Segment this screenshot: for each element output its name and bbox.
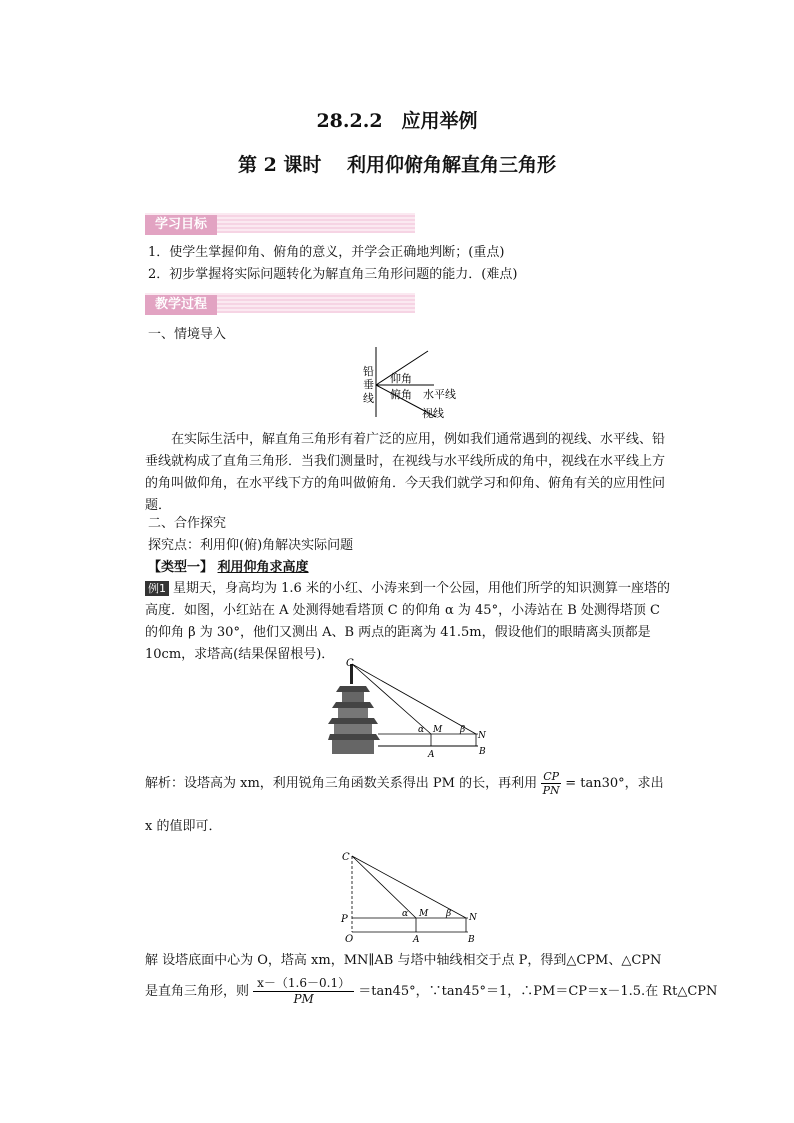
goal-item-2: 2．初步掌握将实际问题转化为解直角三角形问题的能力．(难点) — [148, 267, 518, 282]
process-banner — [145, 293, 415, 313]
fig1-vertical-char-2: 垂 — [363, 378, 374, 391]
analysis-text-pre: 解析：设塔高为 xm，利用锐角三角函数关系得出 PM 的长，再利用 — [145, 776, 538, 791]
pagoda-illustration — [328, 664, 380, 754]
fig1-sight-label: 视线 — [422, 407, 444, 420]
solution-line-1: 解 设塔底面中心为 O，塔高 xm，MN∥AB 与塔中轴线相交于点 P，得到△CPM、△CPN — [145, 953, 662, 968]
fig2-label-a: A — [428, 750, 435, 760]
example-badge: 例1 — [145, 581, 169, 596]
fig3-label-beta: β — [446, 909, 452, 919]
elevation-depression-figure — [356, 345, 476, 420]
intro-paragraph: 在实际生活中，解直角三角形有着广泛的应用，例如我们通常遇到的视线、水平线、铅垂线就构成了直角三角形．当我们测量时，在视线与水平线所成的角中，视线在水平线上方的角叫做仰角，在水平线下方的角叫做俯角．今天我们就学习和仰角、俯角有关的应用性问题． — [145, 432, 666, 513]
solution-text-post: ＝tan45°，∵tan45°＝1，∴PM＝CP＝x－1.5.在 Rt△CPN — [358, 984, 718, 999]
fig3-label-p: P — [341, 914, 348, 925]
fig2-label-m: M — [433, 725, 443, 735]
fig1-horizontal-label: 水平线 — [423, 388, 456, 401]
solution-fraction-denominator: PM — [293, 992, 314, 1006]
goal-item-1: 1．使学生掌握仰角、俯角的意义，并学会正确地判断；(重点) — [148, 245, 505, 260]
analysis-fraction — [541, 770, 561, 797]
fig3-label-m: M — [419, 909, 429, 919]
solution-fraction-numerator: x－（1.6－0.1） — [253, 976, 354, 992]
section-heading-2: 二、合作探究 — [148, 516, 227, 531]
goals-banner-label: 学习目标 — [145, 215, 217, 235]
solution-text-pre: 是直角三角形，则 — [145, 984, 250, 999]
fig1-vertical-char-3: 线 — [363, 392, 374, 405]
analysis-fraction-numerator: CP — [543, 770, 560, 783]
fig1-vertical-char-1: 铅 — [363, 365, 374, 378]
fig3-label-n: N — [469, 913, 477, 923]
fig1-depression-label: 俯角 — [390, 388, 412, 401]
analysis-fraction-denominator: PN — [542, 784, 560, 797]
type-one-bracket: 【类型一】 — [148, 560, 214, 575]
example-1 — [145, 578, 673, 666]
process-banner-label: 教学过程 — [145, 295, 217, 315]
analysis-text-post: = tan30°，求出 — [565, 776, 664, 791]
fig3-label-o: O — [345, 934, 354, 944]
fig1-elevation-label: 仰角 — [390, 372, 412, 385]
fig2-label-alpha: α — [418, 725, 425, 735]
fig3-label-b: B — [468, 935, 475, 944]
type-one-heading — [148, 557, 309, 579]
fig3-label-a: A — [413, 935, 420, 944]
solution-fraction — [253, 976, 354, 1007]
pagoda-figure — [328, 656, 488, 760]
analysis-paragraph — [145, 770, 673, 798]
explore-point: 探究点：利用仰(俯)角解决实际问题 — [148, 538, 354, 553]
fig3-label-alpha: α — [402, 909, 409, 919]
section-heading-1: 一、情境导入 — [148, 327, 227, 342]
goals-banner — [145, 213, 415, 233]
page-title: 28.2.2 应用举例 — [316, 110, 478, 132]
type-one-title: 利用仰角求高度 — [217, 560, 309, 575]
solution-geometry-figure — [336, 848, 486, 944]
fig2-label-beta: β — [460, 725, 466, 735]
fig2-label-c: C — [346, 658, 354, 669]
lesson-subtitle: 第 2 课时 利用仰俯角解直角三角形 — [237, 154, 557, 176]
fig2-label-n: N — [478, 731, 486, 741]
example-text: 星期天，身高均为 1.6 米的小红、小涛来到一个公园，用他们所学的知识测算一座塔的高度．如图，小红站在 A 处测得她看塔顶 C 的仰角 α 为 45°，小涛站在 B 处测得塔顶 C 的仰角 β 为 30°，他们又测出 A、B 两点的距离为 41.5m，假设他们的眼睛离头顶都是 10cm，求塔高(结果保留根号)． — [145, 581, 670, 662]
fig3-label-c: C — [342, 852, 350, 863]
goals-list — [148, 242, 668, 286]
solution-line-2 — [145, 976, 718, 1007]
analysis-line-2: x 的值即可． — [145, 819, 222, 834]
fig2-label-b: B — [479, 747, 486, 757]
